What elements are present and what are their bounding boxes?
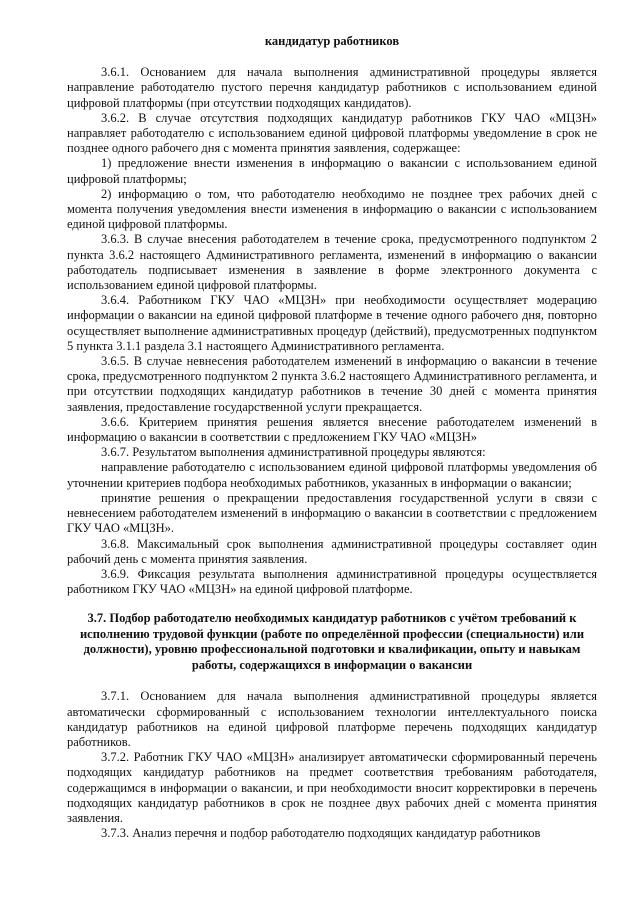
list-item-1: 1) предложение внести изменения в информацию о вакансии с использованием единой цифровой платформы;: [67, 156, 597, 186]
section-heading-3-7: 3.7. Подбор работодателю необходимых кандидатур работников с учётом требований к исполнению трудовой функции (работе по определённой профессии (специальности) или должности), уровню профессиональной подготовки и квалификации, опыту и навыкам работы, содержащихся в информации о вакансии: [79, 611, 585, 672]
paragraph-3-7-1: 3.7.1. Основанием для начала выполнения административной процедуры является автоматически сформированный с использованием технологии интеллектуального поиска кандидатур работников на единой цифровой платформе перечень подходящих кандидатур работников.: [67, 689, 597, 749]
paragraph-3-7-2: 3.7.2. Работник ГКУ ЧАО «МЦЗН» анализирует автоматически сформированный перечень подходящих кандидатур работников на предмет соответствия требованиям работодателя, содержащимся в информации о вакансии, и при необходимости вносит корректировки в перечень подходящих кандидатур работников в срок не позднее двух рабочих дней с момента принятия заявления.: [67, 750, 597, 825]
result-item-1: направление работодателю с использованием единой цифровой платформы уведомления об уточнении критериев подбора необходимых работников, указанных в информации о вакансии;: [67, 460, 597, 490]
list-item-2: 2) информацию о том, что работодателю необходимо не позднее трех рабочих дней с момента получения уведомления внести изменения в информацию о вакансии с использованием единой цифровой платформы.: [67, 186, 597, 232]
paragraph-3-6-3: 3.6.3. В случае внесения работодателем в течение срока, предусмотренного подпунктом 2 пункта 3.6.2 настоящего Административного регламента, изменений в информацию о вакансии работодатель подписывает изменения в заявление в форме электронного документа с использованием единой цифровой платформы.: [67, 232, 597, 293]
paragraph-3-6-7: 3.6.7. Результатом выполнения административной процедуры являются:: [101, 445, 486, 460]
paragraph-3-6-9: 3.6.9. Фиксация результата выполнения административной процедуры осуществляется работником ГКУ ЧАО «МЦЗН» на единой цифровой платформе.: [67, 566, 597, 597]
top-heading: кандидатур работников: [264, 34, 400, 48]
paragraph-3-6-8: 3.6.8. Максимальный срок выполнения административной процедуры составляет один рабочий день с момента принятия заявления.: [67, 536, 597, 566]
paragraph-3-7-3: 3.7.3. Анализ перечня и подбор работодателю подходящих кандидатур работников: [101, 826, 541, 841]
result-item-2: принятие решения о прекращении предоставления государственной услуги в связи с невнесением работодателем изменений в информацию о вакансии в соответствии с предложением ГКУ ЧАО «МЦЗН».: [67, 490, 597, 536]
paragraph-3-6-6: 3.6.6. Критерием принятия решения является внесение работодателем изменений в информацию о вакансии в соответствии с предложением ГКУ ЧАО «МЦЗН»: [67, 414, 597, 445]
document-page: [67, 34, 597, 841]
paragraph-3-6-5: 3.6.5. В случае невнесения работодателем изменений в информацию о вакансии в течение срока, предусмотренного подпунктом 2 пункта 3.6.2 настоящего Административного регламента, и при отсутствии подходящих кандидатур работников в течение 30 дней с момента принятия заявления, предоставление государственной услуги прекращается.: [67, 354, 597, 414]
paragraph-3-6-1: 3.6.1. Основанием для начала выполнения административной процедуры является направление работодателю пустого перечня кандидатур работников с использованием единой цифровой платформы (при отсутствии подходящих кандидатов).: [67, 65, 597, 110]
paragraph-3-6-2: 3.6.2. В случае отсутствия подходящих кандидатур работников ГКУ ЧАО «МЦЗН» направляет работодателю с использованием единой цифровой платформы уведомление в срок не позднее одного рабочего дня с момента принятия заявления, содержащее:: [67, 110, 597, 156]
paragraph-3-6-4: 3.6.4. Работником ГКУ ЧАО «МЦЗН» при необходимости осуществляет модерацию информации о вакансии на единой цифровой платформе в течение одного рабочего дня, повторно осуществляет выполнение административных процедур (действий), предусмотренных подпунктом 5 пункта 3.1.1 раздела 3.1 настоящего Административного регламента.: [67, 293, 597, 353]
